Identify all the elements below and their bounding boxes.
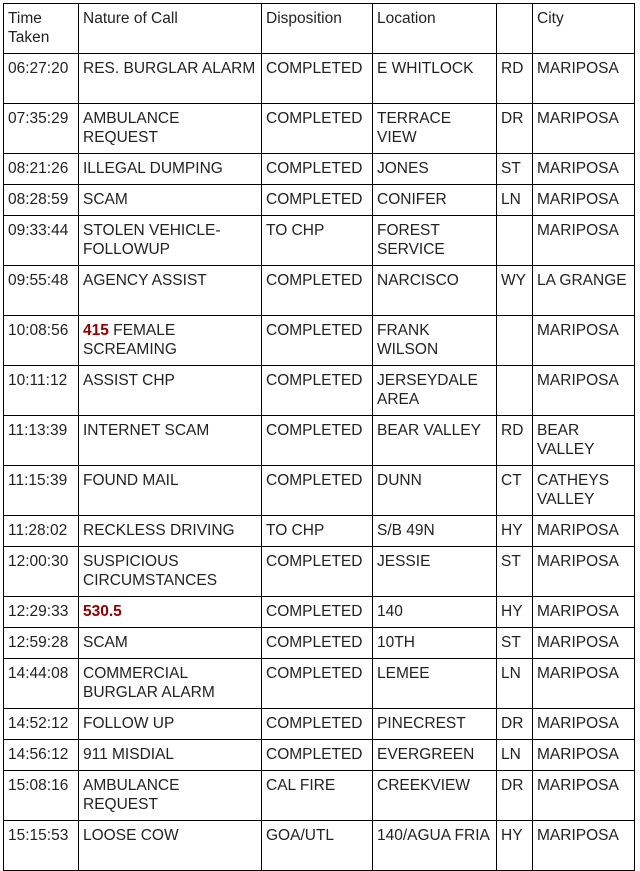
table-row bbox=[4, 740, 635, 771]
call-description: 911 MISDIAL bbox=[83, 746, 175, 763]
location-cell: FOREST SERVICE bbox=[373, 216, 497, 266]
disposition-cell: COMPLETED bbox=[262, 154, 373, 185]
call-description: SCAM bbox=[83, 191, 128, 208]
nature-cell bbox=[79, 740, 262, 771]
street-suffix-cell: LN bbox=[497, 659, 533, 709]
nature-cell bbox=[79, 266, 262, 316]
disposition-cell: COMPLETED bbox=[262, 316, 373, 366]
col-header-location: Location bbox=[373, 4, 497, 54]
location-cell: TERRACE VIEW bbox=[373, 104, 497, 154]
disposition-cell: TO CHP bbox=[262, 516, 373, 547]
time-cell: 08:28:59 bbox=[4, 185, 79, 216]
location-cell: JESSIE bbox=[373, 547, 497, 597]
city-cell: MARIPOSA bbox=[533, 659, 635, 709]
nature-cell bbox=[79, 516, 262, 547]
table-row bbox=[4, 316, 635, 366]
city-cell: MARIPOSA bbox=[533, 185, 635, 216]
nature-cell bbox=[79, 466, 262, 516]
nature-cell bbox=[79, 597, 262, 628]
call-code: 530.5 bbox=[83, 603, 122, 620]
table-row bbox=[4, 597, 635, 628]
street-suffix-cell bbox=[497, 216, 533, 266]
disposition-cell: COMPLETED bbox=[262, 466, 373, 516]
street-suffix-cell: ST bbox=[497, 547, 533, 597]
call-description: STOLEN VEHICLE-FOLLOWUP bbox=[83, 222, 221, 258]
street-suffix-cell: LN bbox=[497, 740, 533, 771]
nature-cell bbox=[79, 547, 262, 597]
call-description: RES. BURGLAR ALARM bbox=[83, 60, 256, 77]
street-suffix-cell: DR bbox=[497, 709, 533, 740]
time-cell: 08:21:26 bbox=[4, 154, 79, 185]
time-cell: 10:08:56 bbox=[4, 316, 79, 366]
location-cell: CONIFER bbox=[373, 185, 497, 216]
table-row bbox=[4, 709, 635, 740]
call-description: COMMERCIAL BURGLAR ALARM bbox=[83, 665, 215, 701]
location-cell: DUNN bbox=[373, 466, 497, 516]
call-description: FOUND MAIL bbox=[83, 472, 179, 489]
nature-cell bbox=[79, 416, 262, 466]
disposition-cell: COMPLETED bbox=[262, 740, 373, 771]
time-cell: 14:56:12 bbox=[4, 740, 79, 771]
table-row bbox=[4, 366, 635, 416]
header-row bbox=[4, 4, 635, 54]
col-header-disposition: Disposition bbox=[262, 4, 373, 54]
disposition-cell: COMPLETED bbox=[262, 54, 373, 104]
time-cell: 14:44:08 bbox=[4, 659, 79, 709]
call-description: FOLLOW UP bbox=[83, 715, 175, 732]
street-suffix-cell bbox=[497, 316, 533, 366]
table-row bbox=[4, 516, 635, 547]
disposition-cell: COMPLETED bbox=[262, 659, 373, 709]
disposition-cell: COMPLETED bbox=[262, 104, 373, 154]
street-suffix-cell: HY bbox=[497, 516, 533, 547]
table-row bbox=[4, 628, 635, 659]
street-suffix-cell: HY bbox=[497, 597, 533, 628]
table-row bbox=[4, 659, 635, 709]
call-description: LOOSE COW bbox=[83, 827, 179, 844]
disposition-cell: COMPLETED bbox=[262, 628, 373, 659]
location-cell: JONES bbox=[373, 154, 497, 185]
time-cell: 10:11:12 bbox=[4, 366, 79, 416]
city-cell: MARIPOSA bbox=[533, 597, 635, 628]
time-cell: 15:08:16 bbox=[4, 771, 79, 821]
table-row bbox=[4, 266, 635, 316]
time-cell: 06:27:20 bbox=[4, 54, 79, 104]
city-cell: MARIPOSA bbox=[533, 316, 635, 366]
call-description: SCAM bbox=[83, 634, 128, 651]
location-cell: CREEKVIEW bbox=[373, 771, 497, 821]
city-cell: MARIPOSA bbox=[533, 821, 635, 871]
time-cell: 15:15:53 bbox=[4, 821, 79, 871]
nature-cell bbox=[79, 104, 262, 154]
city-cell: MARIPOSA bbox=[533, 516, 635, 547]
city-cell: MARIPOSA bbox=[533, 154, 635, 185]
nature-cell bbox=[79, 659, 262, 709]
disposition-cell: COMPLETED bbox=[262, 547, 373, 597]
city-cell: MARIPOSA bbox=[533, 740, 635, 771]
location-cell: FRANK WILSON bbox=[373, 316, 497, 366]
location-cell: EVERGREEN bbox=[373, 740, 497, 771]
time-cell: 11:15:39 bbox=[4, 466, 79, 516]
table-row bbox=[4, 104, 635, 154]
nature-cell bbox=[79, 366, 262, 416]
time-cell: 11:13:39 bbox=[4, 416, 79, 466]
disposition-cell: COMPLETED bbox=[262, 185, 373, 216]
call-description: RECKLESS DRIVING bbox=[83, 522, 235, 539]
table-row bbox=[4, 185, 635, 216]
col-header-time: Time Taken bbox=[4, 4, 79, 54]
city-cell: MARIPOSA bbox=[533, 771, 635, 821]
table-row bbox=[4, 416, 635, 466]
city-cell: MARIPOSA bbox=[533, 54, 635, 104]
city-cell: MARIPOSA bbox=[533, 366, 635, 416]
call-description: SUSPICIOUS CIRCUMSTANCES bbox=[83, 553, 218, 589]
nature-cell bbox=[79, 154, 262, 185]
nature-cell bbox=[79, 216, 262, 266]
col-header-nature: Nature of Call bbox=[79, 4, 262, 54]
street-suffix-cell: HY bbox=[497, 821, 533, 871]
nature-cell bbox=[79, 771, 262, 821]
time-cell: 12:59:28 bbox=[4, 628, 79, 659]
city-cell: MARIPOSA bbox=[533, 709, 635, 740]
location-cell: 140 bbox=[373, 597, 497, 628]
street-suffix-cell: DR bbox=[497, 104, 533, 154]
location-cell: E WHITLOCK bbox=[373, 54, 497, 104]
table-row bbox=[4, 54, 635, 104]
disposition-cell: COMPLETED bbox=[262, 366, 373, 416]
nature-cell bbox=[79, 628, 262, 659]
street-suffix-cell: LN bbox=[497, 185, 533, 216]
call-log-table bbox=[3, 3, 635, 871]
time-cell: 11:28:02 bbox=[4, 516, 79, 547]
street-suffix-cell: RD bbox=[497, 54, 533, 104]
call-description: ILLEGAL DUMPING bbox=[83, 160, 223, 177]
city-cell: CATHEYS VALLEY bbox=[533, 466, 635, 516]
table-row bbox=[4, 466, 635, 516]
disposition-cell: COMPLETED bbox=[262, 597, 373, 628]
street-suffix-cell: ST bbox=[497, 628, 533, 659]
call-description: AMBULANCE REQUEST bbox=[83, 777, 180, 813]
col-header-city: City bbox=[533, 4, 635, 54]
time-cell: 14:52:12 bbox=[4, 709, 79, 740]
city-cell: BEAR VALLEY bbox=[533, 416, 635, 466]
call-description: FEMALE SCREAMING bbox=[83, 322, 177, 358]
nature-cell bbox=[79, 185, 262, 216]
location-cell: BEAR VALLEY bbox=[373, 416, 497, 466]
time-cell: 12:00:30 bbox=[4, 547, 79, 597]
location-cell: NARCISCO bbox=[373, 266, 497, 316]
nature-cell bbox=[79, 821, 262, 871]
table-row bbox=[4, 771, 635, 821]
table-row bbox=[4, 547, 635, 597]
street-suffix-cell bbox=[497, 366, 533, 416]
street-suffix-cell: ST bbox=[497, 154, 533, 185]
city-cell: MARIPOSA bbox=[533, 628, 635, 659]
location-cell: 140/AGUA FRIA bbox=[373, 821, 497, 871]
city-cell: MARIPOSA bbox=[533, 547, 635, 597]
disposition-cell: TO CHP bbox=[262, 216, 373, 266]
disposition-cell: COMPLETED bbox=[262, 709, 373, 740]
disposition-cell: CAL FIRE bbox=[262, 771, 373, 821]
table-row bbox=[4, 216, 635, 266]
table-row bbox=[4, 821, 635, 871]
time-cell: 12:29:33 bbox=[4, 597, 79, 628]
city-cell: MARIPOSA bbox=[533, 104, 635, 154]
time-cell: 09:55:48 bbox=[4, 266, 79, 316]
table-row bbox=[4, 154, 635, 185]
col-header-suffix bbox=[497, 4, 533, 54]
location-cell: JERSEYDALE AREA bbox=[373, 366, 497, 416]
call-description: AMBULANCE REQUEST bbox=[83, 110, 180, 146]
location-cell: LEMEE bbox=[373, 659, 497, 709]
nature-cell bbox=[79, 709, 262, 740]
street-suffix-cell: WY bbox=[497, 266, 533, 316]
city-cell: MARIPOSA bbox=[533, 216, 635, 266]
location-cell: S/B 49N bbox=[373, 516, 497, 547]
time-cell: 09:33:44 bbox=[4, 216, 79, 266]
call-code: 415 bbox=[83, 322, 109, 339]
time-cell: 07:35:29 bbox=[4, 104, 79, 154]
disposition-cell: COMPLETED bbox=[262, 416, 373, 466]
street-suffix-cell: CT bbox=[497, 466, 533, 516]
nature-cell bbox=[79, 54, 262, 104]
nature-cell bbox=[79, 316, 262, 366]
disposition-cell: COMPLETED bbox=[262, 266, 373, 316]
call-description: AGENCY ASSIST bbox=[83, 272, 207, 289]
call-description: ASSIST CHP bbox=[83, 372, 175, 389]
disposition-cell: GOA/UTL bbox=[262, 821, 373, 871]
city-cell: LA GRANGE bbox=[533, 266, 635, 316]
location-cell: 10TH bbox=[373, 628, 497, 659]
street-suffix-cell: DR bbox=[497, 771, 533, 821]
call-description: INTERNET SCAM bbox=[83, 422, 210, 439]
location-cell: PINECREST bbox=[373, 709, 497, 740]
street-suffix-cell: RD bbox=[497, 416, 533, 466]
